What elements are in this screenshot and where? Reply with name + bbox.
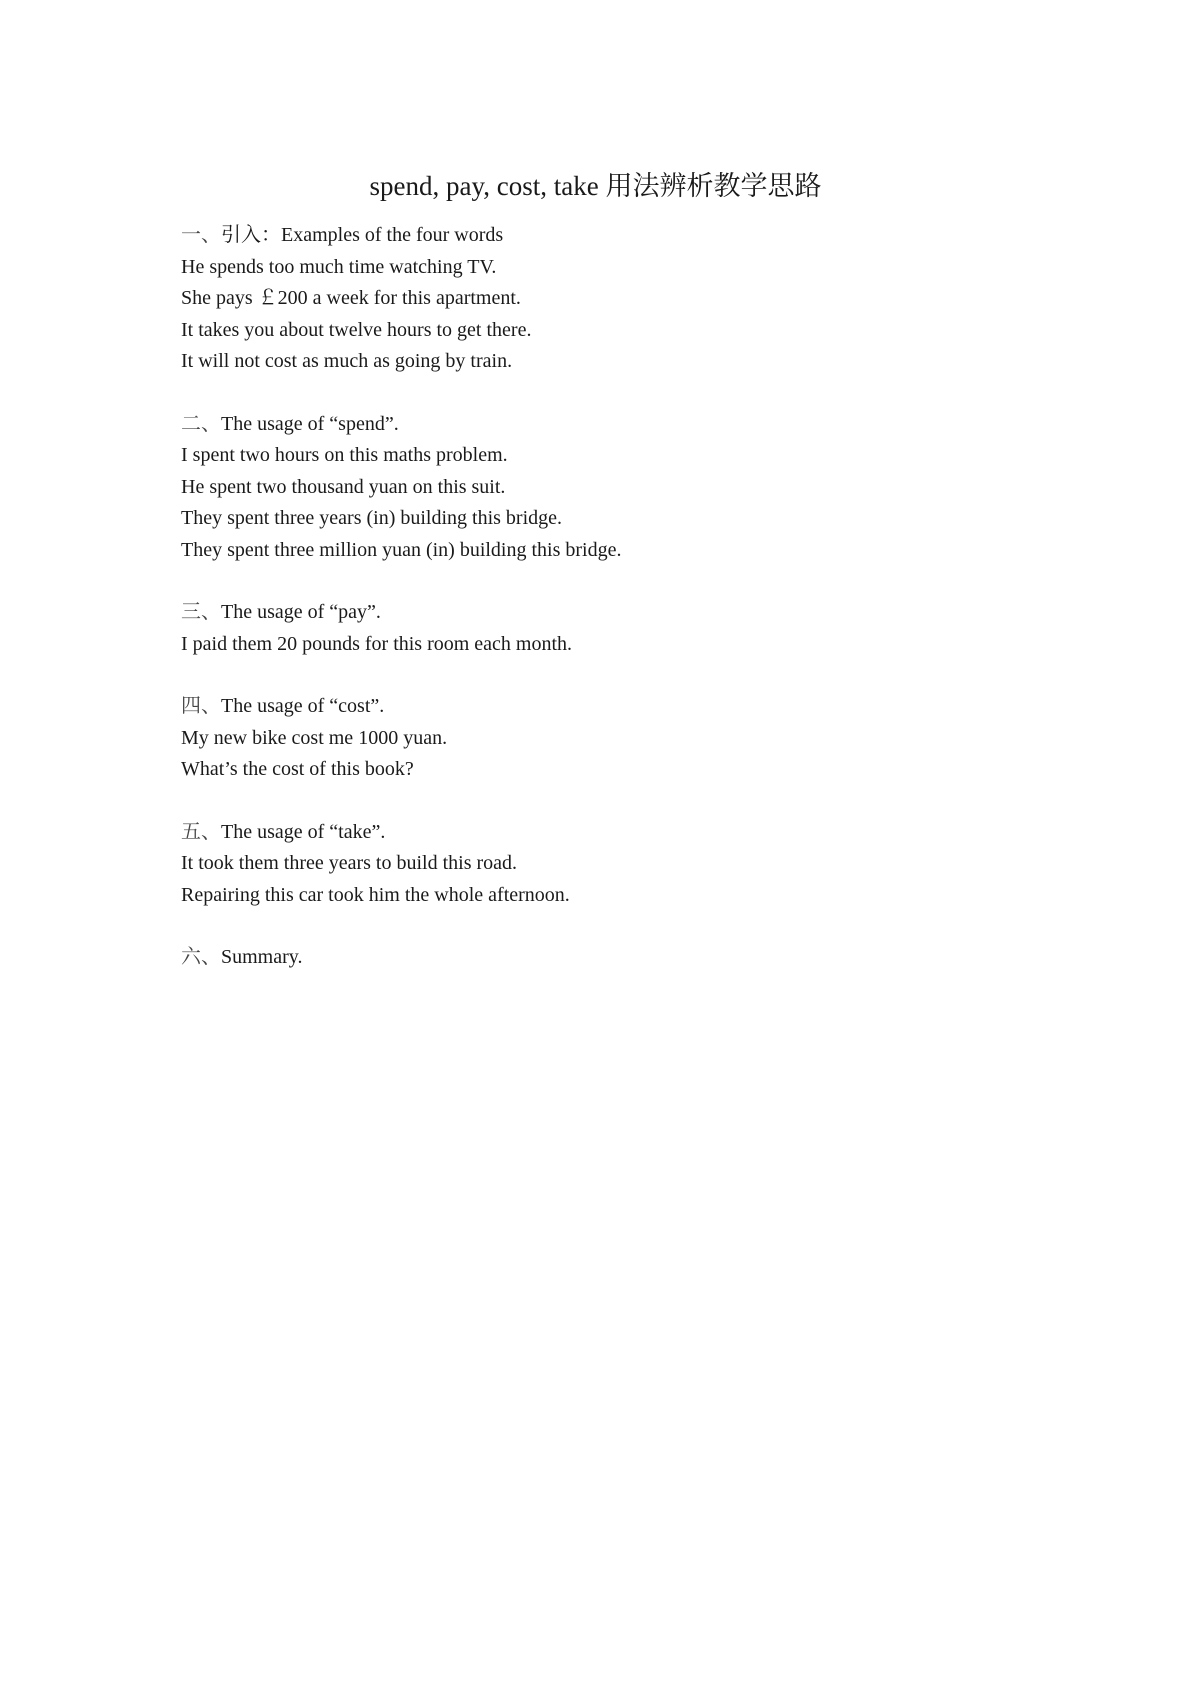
- example-sentence: It takes you about twelve hours to get there.: [181, 318, 532, 341]
- section-number: 四、: [181, 695, 221, 717]
- section-summary: [181, 942, 1081, 974]
- section-heading-text: Summary.: [221, 946, 303, 968]
- example-sentence: He spent two thousand yuan on this suit.: [181, 475, 506, 498]
- example-sentence: They spent three years (in) building this bridge.: [181, 507, 563, 529]
- example-sentence: It will not cost as much as going by train.: [181, 350, 513, 372]
- section-spend: [181, 409, 1081, 567]
- section-number: 一、: [181, 224, 221, 246]
- section-heading-text: The usage of “pay”.: [221, 601, 381, 623]
- document-title: spend, pay, cost, take 用法辨析教学思路: [369, 171, 822, 201]
- section-heading: [181, 691, 1081, 723]
- section-heading: [181, 409, 1081, 441]
- section-heading: [181, 220, 1081, 252]
- example-sentence: What’s the cost of this book?: [181, 758, 414, 780]
- section-heading-text: The usage of “take”.: [221, 820, 386, 843]
- section-number: 二、: [181, 412, 221, 435]
- section-introduction: [181, 220, 1081, 378]
- section-heading-text: The usage of “spend”.: [221, 412, 399, 435]
- section-heading: [181, 942, 1081, 974]
- section-heading: [181, 597, 1081, 629]
- example-sentence: I paid them 20 pounds for this room each month.: [181, 632, 573, 655]
- example-sentence: She pays ￡200 a week for this apartment.: [181, 287, 521, 309]
- example-sentence: I spent two hours on this maths problem.: [181, 444, 508, 466]
- section-pay: [181, 597, 1081, 660]
- section-heading-text: The usage of “cost”.: [221, 695, 385, 717]
- section-cost: [181, 691, 1081, 786]
- section-heading-text: 引入：Examples of the four words: [221, 224, 504, 246]
- section-heading: [181, 817, 1081, 849]
- document-body: [181, 220, 1081, 1005]
- section-number: 三、: [181, 601, 221, 623]
- section-number: 六、: [181, 946, 221, 968]
- example-sentence: They spent three million yuan (in) building this bridge.: [181, 538, 622, 561]
- section-number: 五、: [181, 820, 221, 843]
- section-take: [181, 817, 1081, 912]
- example-sentence: Repairing this car took him the whole afternoon.: [181, 883, 570, 906]
- example-sentence: My new bike cost me 1000 yuan.: [181, 726, 448, 749]
- example-sentence: It took them three years to build this road.: [181, 852, 518, 874]
- example-sentence: He spends too much time watching TV.: [181, 255, 497, 278]
